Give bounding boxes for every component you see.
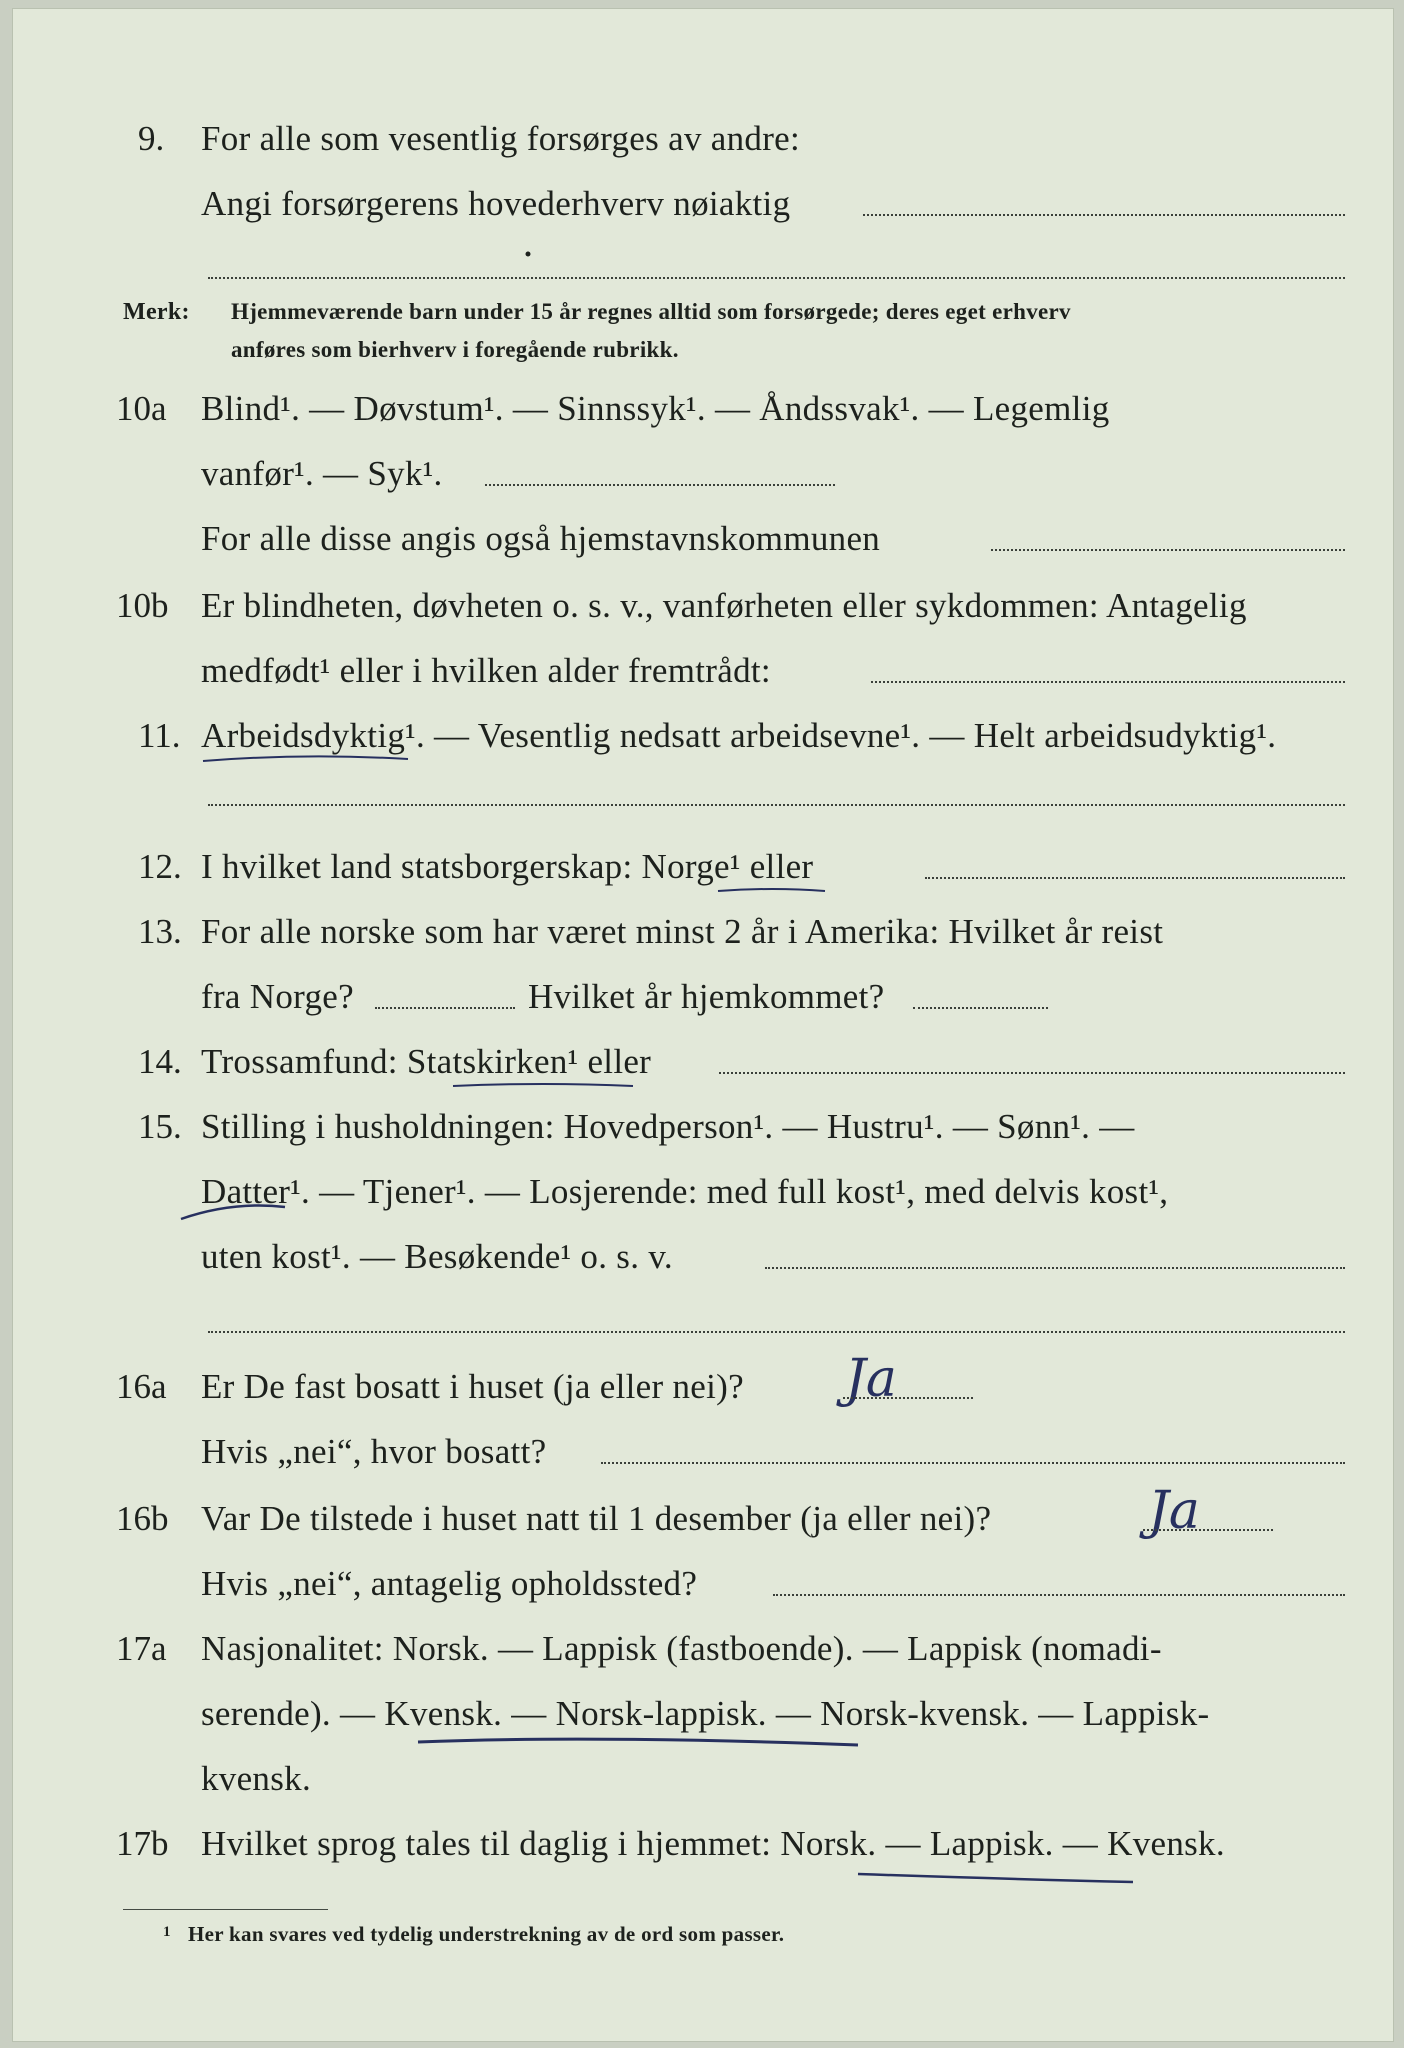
q16a-line-1: Er De fast bosatt i huset (ja eller nei)? (201, 1367, 744, 1406)
q10a-number: 10a (116, 389, 167, 428)
underline-statskirken (453, 1084, 633, 1086)
q13-line-2b: Hvilket år hjemkommet? (528, 977, 885, 1016)
q10b-number: 10b (116, 586, 169, 625)
underline-arbeidsdyktig (203, 756, 408, 761)
q15-line-1: Stilling i husholdningen: Hovedperson¹. — Hustru¹. — Sønn¹. — (201, 1107, 1135, 1146)
footnote-text: Her kan svares ved tydelig understrekning av de ord som passer. (188, 1922, 785, 1946)
merk-label: Merk: (123, 299, 190, 325)
underline-kvensk-norsk-lappisk (418, 1739, 858, 1745)
q17a-number: 17a (116, 1629, 167, 1668)
q15-number: 15. (138, 1107, 182, 1146)
q16b-line-1: Var De tilstede i huset natt til 1 desember (ja eller nei)? (201, 1499, 992, 1538)
footnote-mark: 1 (163, 1924, 171, 1940)
merk-line-2: anføres som bierhverv i foregående rubrikk. (231, 337, 679, 362)
q14-line-1: Trossamfund: Statskirken¹ eller (201, 1042, 652, 1081)
q9-line-1: For alle som vesentlig forsørges av andre: (201, 119, 801, 158)
q16a-handwritten-answer: Ja (845, 1349, 897, 1409)
q11-line-1: Arbeidsdyktig¹. — Vesentlig nedsatt arbeidsevne¹. — Helt arbeidsudyktig¹. (201, 716, 1277, 755)
pen-underline-marks (13, 9, 1393, 2041)
q14-number: 14. (138, 1042, 182, 1081)
q10a-line-2: vanfør¹. — Syk¹. (201, 454, 443, 493)
q16b-handwritten-answer: Ja (1148, 1481, 1200, 1541)
q16b-line-2: Hvis „nei“, antagelig opholdssted? (201, 1564, 698, 1603)
q17b-line-1: Hvilket sprog tales til daglig i hjemmet: Norsk. — Lappisk. — Kvensk. (201, 1824, 1225, 1863)
q10a-line-3: For alle disse angis også hjemstavnskommunen (201, 519, 881, 558)
q9-number: 9. (138, 119, 165, 158)
q11-number: 11. (138, 716, 181, 755)
census-form-page (12, 8, 1394, 2042)
q13-line-1: For alle norske som har været minst 2 år i Amerika: Hvilket år reist (201, 912, 1164, 951)
q17b-number: 17b (116, 1824, 169, 1863)
underline-norge (718, 889, 825, 891)
q17a-line-1: Nasjonalitet: Norsk. — Lappisk (fastboende). — Lappisk (nomadi- (201, 1629, 1162, 1668)
q13-line-2a: fra Norge? (201, 977, 354, 1016)
q10b-line-2: medfødt¹ eller i hvilken alder fremtrådt: (201, 651, 771, 690)
q12-number: 12. (138, 847, 182, 886)
q12-line-1: I hvilket land statsborgerskap: Norge¹ eller (201, 847, 814, 886)
underline-datter (181, 1206, 285, 1220)
q17a-line-3: kvensk. (201, 1759, 312, 1798)
q15-line-3: uten kost¹. — Besøkende¹ o. s. v. (201, 1237, 673, 1276)
q15-line-2: Datter¹. — Tjener¹. — Losjerende: med full kost¹, med delvis kost¹, (201, 1172, 1169, 1211)
underline-norsk-lappisk (858, 1874, 1133, 1882)
q13-number: 13. (138, 912, 182, 951)
q16b-number: 16b (116, 1499, 169, 1538)
q10a-line-1: Blind¹. — Døvstum¹. — Sinnssyk¹. — Åndssvak¹. — Legemlig (201, 389, 1110, 428)
q16a-number: 16a (116, 1367, 167, 1406)
merk-line-1: Hjemmeværende barn under 15 år regnes alltid som forsørgede; deres eget erhverv (231, 299, 1071, 324)
q9-line-2: Angi forsørgerens hovederhverv nøiaktig (201, 184, 791, 223)
q16a-line-2: Hvis „nei“, hvor bosatt? (201, 1432, 547, 1471)
q10b-line-1: Er blindheten, døvheten o. s. v., vanførheten eller sykdommen: Antagelig (201, 586, 1247, 625)
q17a-line-2: serende). — Kvensk. — Norsk-lappisk. — Norsk-kvensk. — Lappisk- (201, 1694, 1210, 1733)
ink-dot (526, 252, 531, 257)
